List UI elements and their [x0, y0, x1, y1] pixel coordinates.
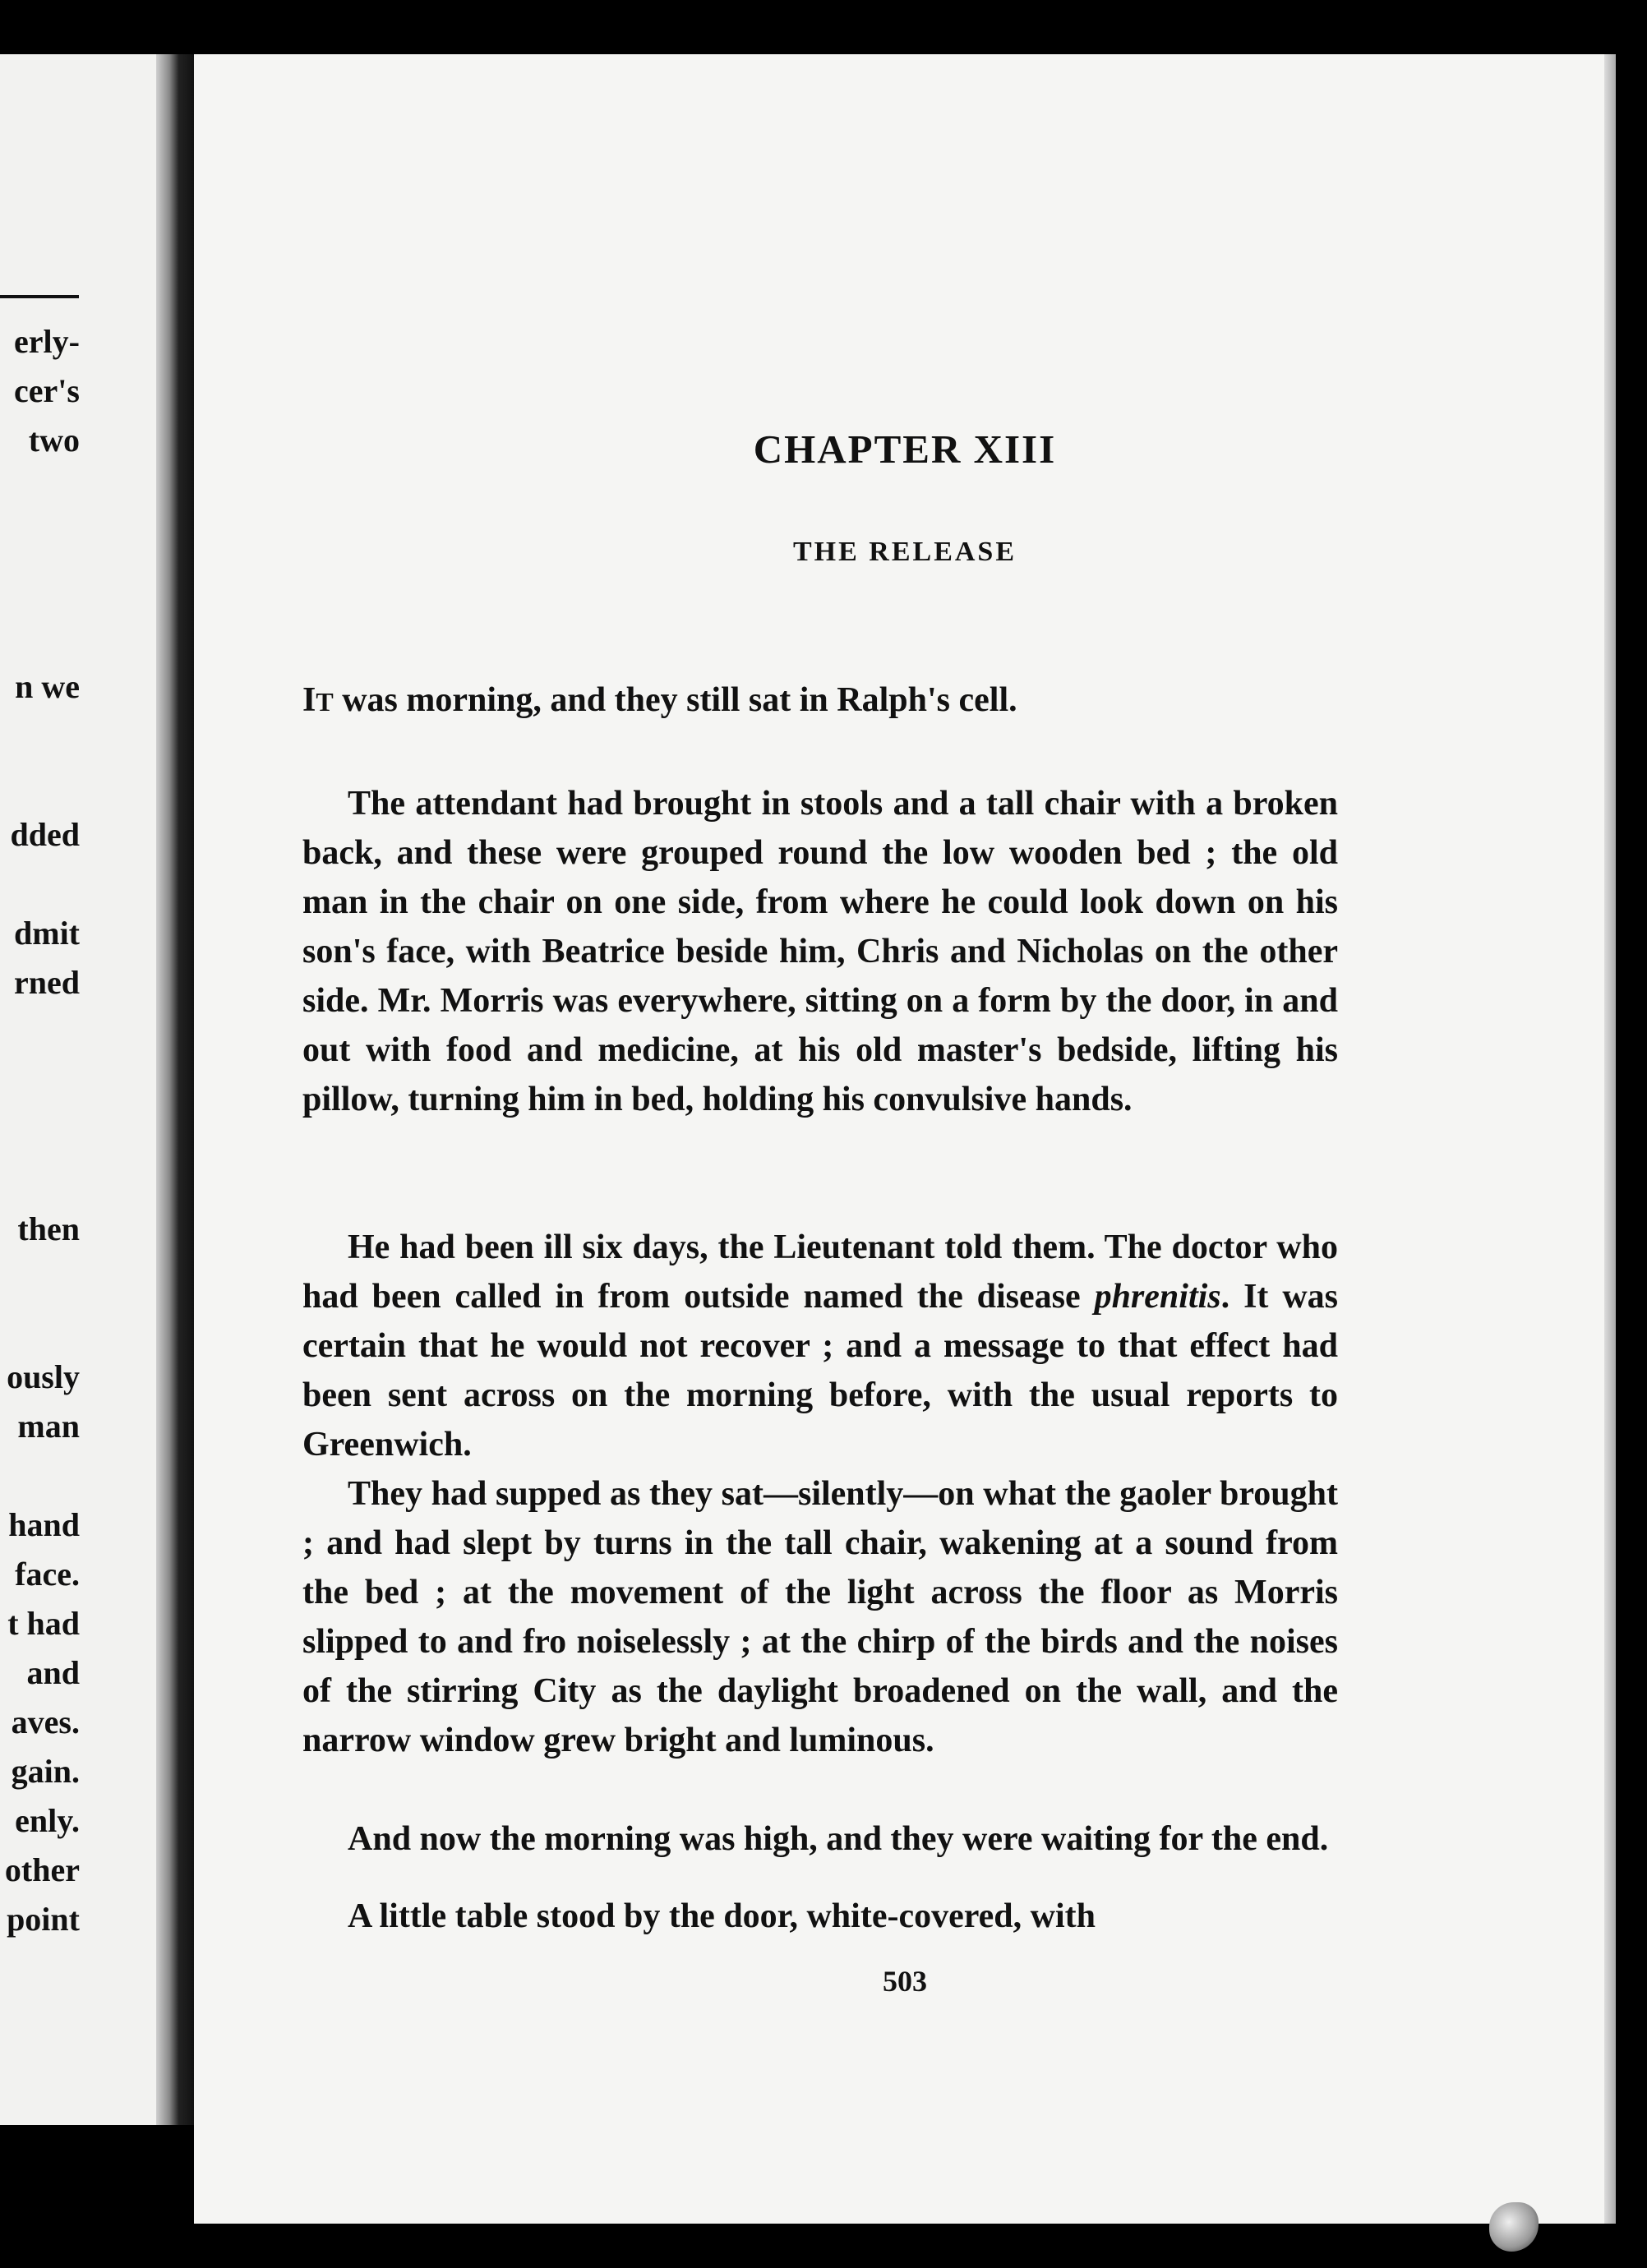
- left-page-line: dmit: [14, 915, 80, 952]
- chapter-subtitle: THE RELEASE: [792, 537, 1017, 567]
- left-facing-page: [0, 54, 156, 2125]
- left-page-line: cer's: [14, 372, 80, 409]
- left-page-line: t had: [7, 1605, 80, 1642]
- left-page-line: man: [17, 1408, 80, 1445]
- paragraph-1: [302, 779, 1338, 1124]
- opening-line: [302, 680, 1017, 720]
- left-page-line: point: [7, 1901, 80, 1938]
- left-page-line: gain.: [11, 1753, 80, 1790]
- right-page: [194, 54, 1616, 2224]
- page-edge: [1604, 54, 1616, 2224]
- opening-initial: I: [302, 681, 316, 719]
- left-page-line: aves.: [11, 1703, 80, 1740]
- opening-rest: was morning, and they still sat in Ralph's cell.: [333, 681, 1017, 719]
- paragraph-2-after: . It was certain that he would not recover ; and a message to that effect had been sent across on the morning before, with the usual reports to Greenwich.: [302, 1278, 1338, 1464]
- opening-small-caps: T: [316, 687, 334, 717]
- left-page-line: hand: [8, 1506, 80, 1543]
- paragraph-4-text: And now the morning was high, and they were waiting for the end.: [348, 1820, 1329, 1858]
- left-page-line: n we: [15, 668, 80, 705]
- paragraph-2-before: He had been ill six days, the Lieutenant told them. The doctor who had been called in from outside named the disease: [302, 1228, 1338, 1316]
- paragraph-2-italic: phrenitis: [1094, 1278, 1221, 1316]
- paragraph-5-text: A little table stood by the door, white-covered, with: [348, 1897, 1096, 1935]
- left-page-line: erly-: [14, 323, 80, 360]
- left-page-line: face.: [15, 1556, 80, 1593]
- paragraph-5: [302, 1892, 1338, 1941]
- left-page-line: then: [17, 1210, 80, 1247]
- paragraph-2: [302, 1223, 1338, 1469]
- corner-smudge: [1489, 2202, 1539, 2252]
- left-page-line: enly.: [15, 1802, 80, 1839]
- left-page-line: two: [28, 422, 80, 459]
- left-page-rule: [0, 295, 79, 298]
- page-number: 503: [883, 1965, 927, 1998]
- paragraph-3-text: They had supped as they sat—silently—on what the gaoler brought ; and had slept by turns in the tall chair, wakening at a sound from the bed ; at the movement of the light across the floor as Morris slipped to and fro noiselessly ; at the chirp of the birds and the noises of the stirring City as the daylight broadened on the wall, and the narrow window grew bright and luminous.: [302, 1475, 1338, 1759]
- paragraph-2-text: [302, 1223, 1338, 1469]
- book-gutter: [156, 54, 194, 2125]
- chapter-title: CHAPTER XIII: [753, 426, 1057, 472]
- left-page-line: and: [26, 1654, 80, 1691]
- paragraph-1-text: The attendant had brought in stools and a tall chair with a broken back, and these were grouped round the low wooden bed ; the old man in the chair on one side, from where he could look down on his son's face, with Beatrice beside him, Chris and Nicholas on the other side. Mr. Morris was everywhere, sitting on a form by the door, in and out with food and medicine, at his old master's bedside, lifting his pillow, turning him in bed, holding his convulsive hands.: [302, 785, 1338, 1118]
- paragraph-3: [302, 1469, 1338, 1765]
- paragraph-4: [302, 1814, 1338, 1864]
- left-page-line: other: [4, 1851, 80, 1888]
- left-page-line: ously: [7, 1358, 80, 1395]
- left-page-line: rned: [14, 964, 80, 1001]
- left-page-line: dded: [10, 816, 80, 853]
